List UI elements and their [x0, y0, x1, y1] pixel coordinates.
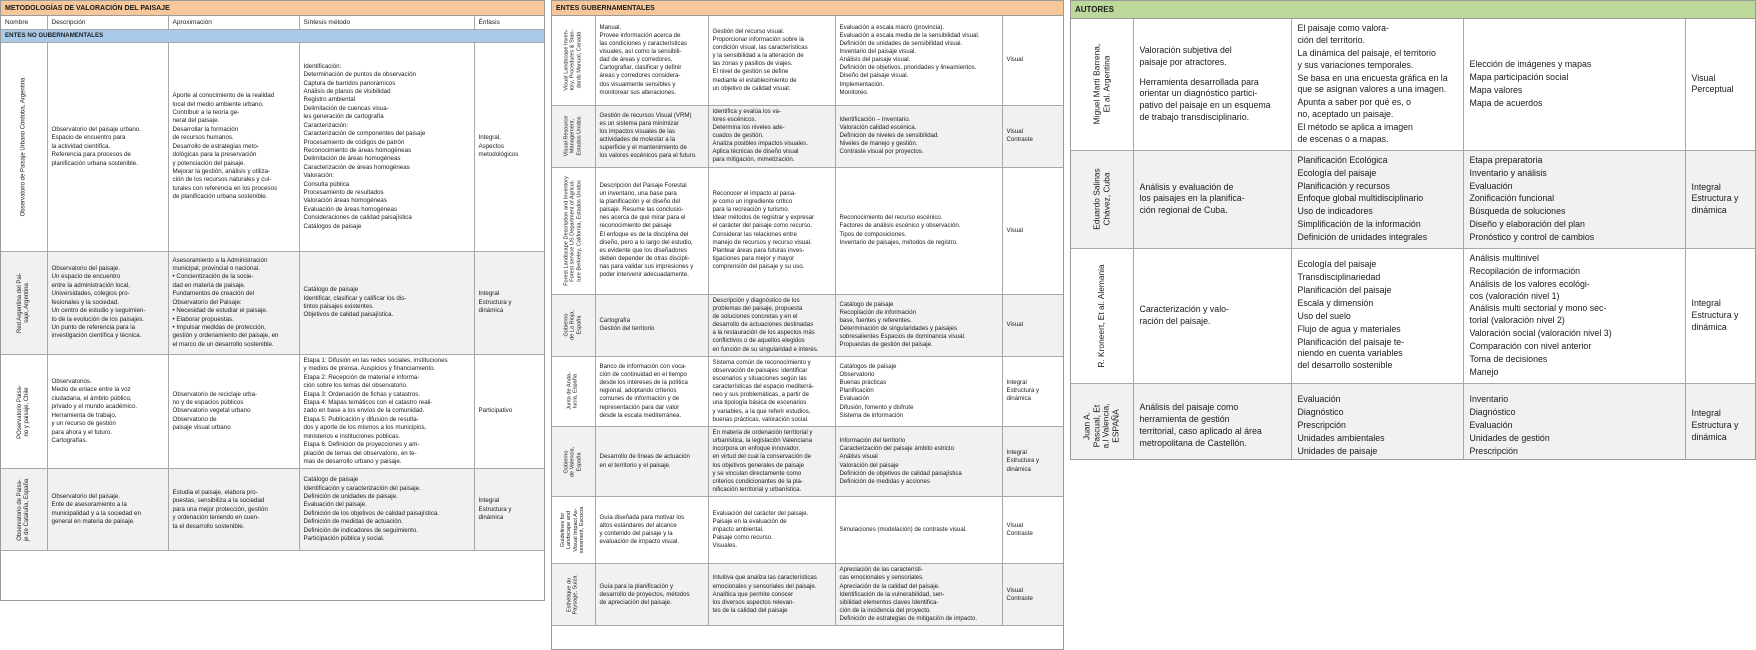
aproximacion-cell: En materia de ordenación territorial y urbanística, la legislación Valenciana incorpora un enfoque innovador, en virtud del cual la conservación de los objetivos generales de paisaje y se vinculan directamente como criterios condicionantes de la pla- nificación territorial y urbanística.	[708, 426, 835, 496]
row-name-cell	[552, 167, 595, 294]
aproximacion-item: Unidades ambientales	[1297, 433, 1385, 444]
descripcion-cell	[1133, 19, 1291, 150]
aproximacion-item: Escala y dimensión	[1297, 297, 1374, 308]
aproximacion-cell: Identifica y evalúa los va- lores escénicos. Determina los niveles ade- cuados de gestión. Analiza posibles impactos visuales. Aplica técnicas de diseño visual para mitigación, mimetización.	[708, 105, 835, 167]
table-row	[552, 167, 1064, 294]
row-name-cell	[552, 564, 595, 626]
aproximacion-cell	[1291, 150, 1463, 248]
row-name-cell	[1071, 150, 1133, 248]
panel-title: METODOLOGÍAS DE VALORACIÓN DEL PAISAJE	[1, 1, 544, 16]
descripcion-cell	[1133, 383, 1291, 460]
aproximacion-item: Definición de unidades integrales	[1297, 232, 1428, 242]
row-name-cell	[1, 469, 47, 551]
aproximacion-cell: Sistema común de reconocimiento y observación de paisajes: identificar escenarios y situaciones según las características del espacio mediterrá- neo y sus problemáticas, a partir de una tipología básica de escenarios y variables, a la que referir estudios, buenas prácticas, valoración social.	[708, 356, 835, 426]
sintesis-cell: Apreciación de las característi- cas emocionales y sensoriales. Apreciación de la calidad del paisaje. Identificación de la vulnerabilidad, sen- sibilidad elementos claves Identifica- ción de la incidencia del proyecto. Definición de estrategias de mitigación de impacto.	[835, 564, 1002, 626]
aproximacion-item: Prescripción	[1297, 420, 1346, 431]
descripcion-cell: Gestión de recursos Visual (VRM) es un sistema para minimizar los impactos visuales de las actividades de molestar a la superficie y el mantenimiento de los valores escénicos para el futuro.	[595, 105, 708, 167]
sintesis-cell: Información del territorio Caracterización del paisaje ámbito estricto Análisis visual Valoración del paisaje Definición de objetivos de calidad paisajística Definición de medidas y acciones	[835, 426, 1002, 496]
aproximacion-cell: Intuitiva que analiza las características emocionales y sensoriales del paisaje. Analítica que permite conocer los diversos aspectos relevan- tes de la calidad del paisaje	[708, 564, 835, 626]
aproximacion-item: Uso de indicadores	[1297, 206, 1373, 217]
descripcion-cell: Guía diseñada para motivar los altos estándares del alcance y contenido del paisaje y la evaluación de impacto visual.	[595, 497, 708, 564]
sintesis-cell: Catálogo de paisaje Identificar, clasificar y calificar los dis- tintos paisajes existentes. Objetivos de calidad paisajística.	[299, 251, 474, 354]
sintesis-item: Evaluación	[1469, 180, 1513, 191]
table-row	[1071, 19, 1756, 150]
aproximacion-cell: Evaluación del carácter del paisaje. Paisaje en la evaluación de impacto ambiental. Paisaje como recurso. Visuales.	[708, 497, 835, 564]
sintesis-item: Análisis multi sectorial y mono sec- torial (valoración nivel 2)	[1469, 303, 1607, 326]
table-row	[552, 426, 1064, 496]
sintesis-item: Manejo	[1469, 366, 1499, 377]
sintesis-item: Inventario	[1469, 394, 1509, 405]
sintesis-item: Elección de imágenes y mapas	[1469, 59, 1592, 70]
aproximacion-item: Se basa en una encuesta gráfica en la que se asignan valores a una imagen.	[1297, 72, 1448, 95]
sintesis-item: Comparación con nivel anterior	[1469, 341, 1592, 351]
aproximacion-cell: Gestión del recurso visual. Proporcionar información sobre la condición visual, las características y la sensibilidad a la alteración de las zonas y pasillos de viajes. El nivel de gestión se define mediante el establecimiento de un objetivo de calidad visual.	[708, 16, 835, 105]
aproximacion-item: Diagnóstico	[1297, 407, 1344, 418]
row-name-cell	[1071, 19, 1133, 150]
sintesis-item: Análisis de los valores ecológi- cos (valoración nivel 1)	[1469, 278, 1590, 301]
sintesis-item: Mapa valores	[1469, 84, 1523, 95]
table-row	[1, 469, 545, 551]
aproximacion-item: Evaluación	[1297, 394, 1341, 405]
row-name-cell	[552, 497, 595, 564]
sintesis-item: Unidades de gestión	[1469, 433, 1550, 444]
aproximacion-cell: Reconocer el impacto al paisa- je como un ingrediente crítico para la recreación y turismo. Idear métodos de registrar y expresar el carácter del paisaje como recurso. Considerar las relaciones entre manejo de recursos y recurso visual. Plantear áreas para futuras inves- tigaciones para mejor y mayor comprensión del paisaje y su uso.	[708, 167, 835, 294]
table-row	[1071, 150, 1756, 248]
aproximacion-cell: Observatorio de reciclaje urba- no y de espacios públicos Observatorio vegetal urbano Observatorio de paisaje visual urbano	[168, 354, 299, 468]
sintesis-cell: Reconocimiento del recurso escénico. Factores de análisis escénico y observación. Tipos de composiciones. Inventario de paisajes, métodos de registro.	[835, 167, 1002, 294]
table-row	[552, 356, 1064, 426]
sintesis-item: Búsqueda de soluciones	[1469, 206, 1566, 217]
descripcion-item: Herramienta desarrollada para orientar un diagnóstico partici- pativo del paisaje en un esquema de trabajo transdisciplinario.	[1139, 76, 1271, 123]
sintesis-cell	[1463, 383, 1685, 460]
sintesis-item: Valoración social (valoración nivel 3)	[1469, 328, 1612, 339]
table-row	[552, 105, 1064, 167]
aproximacion-cell: Asesoramiento a la Administración municipal, provincial o nacional. • Concientización de la socie- dad en materia de paisaje. Fundamentos de creación del Observatorio del Paisaje: • Necesidad de estudiar el paisaje. • Elaborar propuestas. • Impulsar medidas de protección, gestión y ordenamiento del paisaje, en el marco de un desarrollo sostenible.	[168, 251, 299, 354]
row-name: Observatorio de Paisa- je de Cataluña, España	[16, 478, 30, 542]
sintesis-item: Mapa participación social	[1469, 72, 1569, 82]
table-row	[1071, 248, 1756, 383]
sintesis-cell	[1463, 150, 1685, 248]
enfasis-cell: Integral Estructura y dinámica	[1002, 426, 1064, 496]
row-name: Observatorio de Paisaje Urbano Córdoba, Argentina	[20, 77, 27, 217]
aproximacion-item: Planificación del paisaje	[1297, 285, 1392, 296]
aproximacion-cell: Estudia el paisaje, elabora pro- puestas, sensibiliza a la sociedad para una mejor protección, gestión y ordenación teniendo en cuen- ta el desarrollo sostenible.	[168, 469, 299, 551]
aproximacion-item: Uso del suelo	[1297, 310, 1351, 321]
aproximacion-item: Simplificación de la información	[1297, 219, 1421, 230]
row-name-cell	[552, 294, 595, 356]
descripcion-cell	[1133, 248, 1291, 383]
enfasis-cell: Visual Perceptual	[1685, 19, 1756, 150]
sintesis-item: Zonificación funcional	[1469, 193, 1555, 204]
col-header-nombre: Nombre	[1, 16, 47, 29]
descripcion-item: Valoración subjetiva del paisaje por atractores.	[1139, 44, 1232, 67]
row-name: Eduardo Salinas Chávez, Cuba	[1091, 168, 1111, 231]
col-header-descripcion: Descripción	[47, 16, 168, 29]
descripcion-cell: Manual. Provee información acerca de las condiciones y características visuales, así como la sensibili- dad de áreas y corredores. Cartografiar, clasificar y definir áreas y corredores considera- dos visualmente sensibles y monitorear sus alteraciones.	[595, 16, 708, 105]
enfasis-cell: Visual Contraste	[1002, 105, 1064, 167]
descripcion-item: Caracterización y valo- ración del paisaje.	[1139, 303, 1229, 326]
row-name: Guidelines for Landscape and Visual Impact As- sessment, Escocia	[560, 506, 586, 554]
sintesis-item: Etapa preparatoria	[1469, 154, 1543, 165]
sintesis-item: Pronóstico y control de cambios	[1469, 232, 1595, 242]
row-name: Juan A. Pascual, Et a.l Valencia, ESPAÑA	[1081, 403, 1121, 449]
sintesis-cell: Etapa 1: Difusión en las redes sociales, instituciones y medios de prensa. Auspicios y financiamiento. Etapa 2: Recepción de material e informa- ción sobre los temas del observatorio. Etapa 3: Ordenación de fichas y catastros. Etapa 4: Mapas temáticos con el catastro reali- zado en base a los envíos de la comunidad. Etapa 5: Publicación y difusión de resulta- dos y aporte de los mismos a los municipios, ministerios e instituciones públicas. Etapa 6. Definición de proyecciones y am- pliación de temas del observatorio, en te- mas de desarrollo urbano y paisaje.	[299, 354, 474, 468]
sintesis-item: Diagnóstico	[1469, 407, 1516, 418]
descripcion-cell: Cartografía Gestión del territorio	[595, 294, 708, 356]
table-row	[1, 42, 545, 251]
sintesis-cell: Identificación – Inventario. Valoración calidad escénica. Definición de niveles de sensibilidad. Niveles de manejo y gestión. Contraste visual por proyectos.	[835, 105, 1002, 167]
section-label: ENTES NO GUBERNAMENTALES	[1, 29, 545, 42]
panel-title: AUTORES	[1071, 1, 1755, 19]
table-row	[1071, 383, 1756, 460]
aproximacion-item: El paisaje como valora- ción del territorio.	[1297, 23, 1389, 45]
row-name: Forest Landscape Description and Inventory Forest service US Department of Agricul- ture Berkeley, California, Estados Unidos	[563, 175, 583, 286]
row-name-cell	[1, 354, 47, 468]
aproximacion-item: Ecología del paisaje	[1297, 167, 1377, 178]
enfasis-cell: Integral, Aspectos metodológicos	[474, 42, 545, 251]
sintesis-cell: Evaluación a escala macro (provincia). Evaluación a escala media de la sensibilidad visual. Definición de unidades de sensibilidad visual. Inventario del paisaje visual. Análisis del paisaje visual. Definición de objetivos, prioridades y lineamientos. Diseño del paisaje visual. Implementación. Monitoreo.	[835, 16, 1002, 105]
sintesis-cell	[1463, 248, 1685, 383]
sintesis-cell: Catálogo de paisaje Recopilación de información base, fuentes y referentes. Determinación de singularidades y paisajes sobresalientes Espacios de dominancia visual. Propuestas de gestión del paisaje.	[835, 294, 1002, 356]
descripcion-cell: Observatorio del paisaje. Un espacio de encuentro entre la administración local, Universidades, colegios pro- fesionales y la sociedad. Un centro de estudio y seguimien- to de la evolución de los paisajes. Un punto de referencia para la investigación científica y técnica.	[47, 251, 168, 354]
descripcion-cell: Desarrollo de líneas de actuación en el territorio y el paisaje.	[595, 426, 708, 496]
enfasis-cell: Integral Estructura y dinámica	[474, 251, 545, 354]
enfasis-cell: Integral Estructura y dinámica	[1685, 383, 1756, 460]
descripcion-cell: Guía para la planificación y desarrollo de proyectos, métodos de apreciación del paisaje.	[595, 564, 708, 626]
col-header-sintesis: Síntesis método	[299, 16, 474, 29]
table-row	[552, 294, 1064, 356]
enfasis-cell: Integral Estructura y dinámica	[1685, 150, 1756, 248]
aproximacion-item: Ecología del paisaje	[1297, 259, 1377, 270]
enfasis-cell: Visual Contraste	[1002, 564, 1064, 626]
aproximacion-item: Apunta a saber por qué es, o no, aceptado un paisaje.	[1297, 97, 1411, 120]
aproximacion-cell	[1291, 383, 1463, 460]
sintesis-item: Inventario y análisis	[1469, 167, 1547, 178]
sintesis-item: Análisis multinivel	[1469, 252, 1539, 263]
descripcion-cell: Observatorios. Medio de enlace entre la voz ciudadana, el ámbito público, privado y el mundo académico. Herramienta de trabajo, y un recurso de gestión para ahora y el futuro. Cartografías.	[47, 354, 168, 468]
aproximacion-item: Planificación del paisaje te- niendo en cuenta variables del desarrollo sostenible	[1297, 336, 1405, 371]
row-name: Gobierno de Valencia, España	[563, 446, 583, 477]
sintesis-item: Recopilación de información	[1469, 265, 1581, 276]
enfasis-cell: Participativo	[474, 354, 545, 468]
descripcion-cell: Descripción del Paisaje Forestal un inventario, una base para la planificación y el diseño del paisaje. Resume las conclusio- nes acerca de qué mirar para el reconocimiento del paisaje El enfoque es de la disciplina del diseño, pero a lo largo del estudio, es evidente que los diseñadores deben depender de otras discipli- nas para validar sus impresiones y poder intervenir adecuadamente.	[595, 167, 708, 294]
row-name: Visual Landscape Inven- tory, Procedures & Stan- dards Manual, Canadá	[563, 29, 583, 91]
aproximacion-item: El método se aplica a imagen de escenas o a mapas.	[1297, 122, 1413, 144]
sintesis-cell: Catálogo de paisaje Identificación y caracterización del paisaje. Definición de unidades de paisaje. Evaluación del paisaje. Definición de los objetivos de calidad paisajística. Definición de medidas de actuación. Definición de indicadores de seguimiento. Participación pública y social.	[299, 469, 474, 551]
row-name-cell	[1071, 383, 1133, 460]
aproximacion-cell: Descripción y diagnóstico de los problemas del paisaje, propuesta de soluciones concretas y en el desarrollo de actuaciones destinadas a la restauración de los aspectos más conflictivos o de aquellos elegidos en función de su singularidad e interés.	[708, 294, 835, 356]
row-name-cell	[1, 251, 47, 354]
row-name: R. Kroneert, Et al. Alemania	[1095, 264, 1106, 368]
table-metodologias	[0, 0, 545, 601]
aproximacion-cell	[1291, 248, 1463, 383]
sintesis-cell: Identificación: Determinación de puntos de observación Captura de barridos panorámicos Análisis de planos de visibilidad Registro ambiental Delimitación de cuencas visua- les generación de cartografía Caracterización: Caracterización de componentes del paisaje Procesamiento de códigos de patrón Reconocimiento de áreas homogéneas Delimitación de áreas homogéneas Caracterización de áreas homogéneas Valoración: Consulta pública Procesamiento de resultados Valoración áreas homogéneas Evaluación de áreas homogéneas Consideraciones de calidad paisajística Catálogos de paisaje	[299, 42, 474, 251]
row-name-cell	[552, 16, 595, 105]
row-name-cell	[552, 105, 595, 167]
row-name: Gobierno de La Rioja, España	[563, 310, 583, 341]
enfasis-cell: Integral Estructura y dinámica	[1002, 356, 1064, 426]
aproximacion-item: Unidades de paisaje	[1297, 445, 1378, 456]
table-autores	[1070, 0, 1756, 460]
metodologias-table	[1, 16, 545, 551]
entes-gubernamentales-table	[552, 16, 1064, 626]
sintesis-item: Diseño y elaboración del plan	[1469, 219, 1585, 230]
section-row	[1, 29, 545, 42]
row-name-cell	[552, 356, 595, 426]
sintesis-item: Evaluación	[1469, 420, 1513, 431]
col-header-enfasis: Énfasis	[474, 16, 545, 29]
aproximacion-item: La dinámica del paisaje, el territorio y sus variaciones temporales.	[1297, 47, 1436, 70]
sintesis-cell	[1463, 19, 1685, 150]
header-row	[1, 16, 545, 29]
row-name: Visual Resource Management, Estados Unidos	[563, 115, 583, 157]
row-name-cell	[552, 426, 595, 496]
enfasis-cell: Integral Estructura y dinámica	[474, 469, 545, 551]
table-row	[552, 564, 1064, 626]
aproximacion-item: Planificación y recursos	[1297, 180, 1390, 191]
sintesis-item: Toma de decisiones	[1469, 353, 1548, 364]
enfasis-cell: Visual	[1002, 16, 1064, 105]
descripcion-item: Análisis del paisaje como herramienta de gestión territorial, caso aplicado al área metropolitana de Castellón.	[1139, 402, 1262, 448]
sintesis-item: Mapa de acuerdos	[1469, 97, 1543, 108]
enfasis-cell: Visual Contraste	[1002, 497, 1064, 564]
aproximacion-item: Flujo de agua y materiales	[1297, 323, 1401, 334]
table-row	[552, 497, 1064, 564]
sintesis-cell: Simulaciones (modelación) de contraste visual.	[835, 497, 1002, 564]
table-row	[1, 354, 545, 468]
descripcion-cell: Observatorio del paisaje. Ente de asesoramiento a la municipalidad y a la sociedad en general en materia de paisaje.	[47, 469, 168, 551]
table-row	[552, 16, 1064, 105]
row-name: Red Argentina del Pai- saje, Argentina	[16, 272, 30, 333]
panel-title: ENTES GUBERNAMENTALES	[552, 1, 1063, 16]
enfasis-cell: Visual	[1002, 167, 1064, 294]
descripcion-cell	[1133, 150, 1291, 248]
autores-table	[1071, 19, 1756, 460]
col-header-aproximacion: Aproximación	[168, 16, 299, 29]
aproximacion-item: Enfoque global multidisciplinario	[1297, 193, 1424, 204]
row-name-cell	[1, 42, 47, 251]
row-name-cell	[1071, 248, 1133, 383]
sintesis-cell: Catálogos de paisaje Observatorio Buenas prácticas Planificación Evaluación Difusión, fomento y disfrute Sistema de información	[835, 356, 1002, 426]
row-name: POservatorio Paisa- no y paisaje, Chile	[16, 384, 30, 439]
aproximacion-item: Planificación Ecológica	[1297, 154, 1388, 165]
row-name: Esthétique du Paysage, Suiza	[566, 575, 580, 615]
aproximacion-item: Transdisciplinariedad	[1297, 272, 1381, 283]
descripcion-item: Análisis y evaluación de los paisajes en la planifica- ción regional de Cuba.	[1139, 181, 1245, 216]
enfasis-cell: Integral Estructura y dinámica	[1685, 248, 1756, 383]
enfasis-cell: Visual	[1002, 294, 1064, 356]
row-name: Junta de Anda- lucía, España	[566, 372, 580, 411]
table-entes-gubernamentales	[551, 0, 1064, 650]
aproximacion-cell	[1291, 19, 1463, 150]
descripcion-cell: Banco de información con voca- ción de continuidad en el tiempo desde los intereses de la política regional, adoptando criterios comunes de información y de representación para dar valor desde la escala mediterránea.	[595, 356, 708, 426]
aproximacion-cell: Aporte al conocimiento de la realidad local del medio ambiente urbano. Contribuir a la teoría ge- neral del paisaje. Desarrollar la formación de recursos humanos. Desarrollo de estrategias meto- dológicas para la preservación y potenciación del paisaje. Mejorar la gestión, análisis y utiliza- ción de los recursos naturales y cul- turales con referencia en los procesos de planificación urbana sostenible.	[168, 42, 299, 251]
table-row	[1, 251, 545, 354]
descripcion-cell: Observatorio del paisaje urbano. Espacio de encuentro para la actividad científica. Referencia para procesos de planificación urbana sostenible.	[47, 42, 168, 251]
sintesis-item: Prescripción	[1469, 445, 1518, 456]
row-name: Miguel Martí Barrena, Et al. Argentina	[1091, 44, 1111, 125]
